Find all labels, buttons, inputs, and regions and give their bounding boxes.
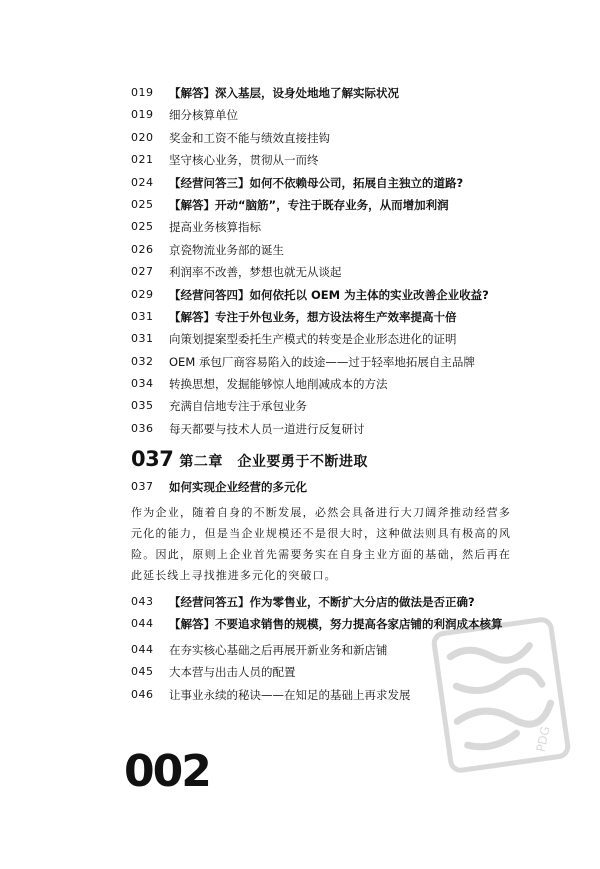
toc-page-number: 026 [131, 242, 154, 256]
toc-entry [131, 376, 531, 398]
toc-entry-title: 奖金和工资不能与绩效直接挂钩 [169, 130, 330, 145]
toc-page-number: 031 [131, 332, 154, 346]
toc-page-number: 031 [131, 309, 154, 323]
toc-entry-title: 坚守核心业务，贯彻从一而终 [169, 153, 319, 168]
toc-entry-title: 【解答】深入基层，设身处地地了解实际状况 [169, 86, 399, 100]
toc-entry-title: 【经营问答三】如何不依赖母公司，拓展自主独立的道路? [169, 175, 464, 190]
toc-entry-title: 让事业永续的秘诀——在知足的基础上再求发展 [169, 687, 411, 702]
toc-page-number: 045 [131, 665, 154, 679]
toc-entry [131, 421, 531, 443]
toc-entry-title: 充满自信地专注于承包业务 [169, 399, 307, 414]
page-number: 002 [124, 746, 210, 797]
toc-page-number: 035 [131, 399, 154, 413]
toc-entry-title: 【解答】不要追求销售的规模，努力提高各家店铺的利润成本核算 [169, 617, 503, 632]
toc-page-number: 036 [131, 421, 154, 435]
toc-entry [131, 309, 531, 331]
toc-entry [131, 130, 531, 152]
toc-page-number: 025 [131, 197, 154, 211]
toc-page-number: 020 [131, 130, 154, 144]
toc-entry-title: 提高业务核算指标 [169, 220, 261, 235]
toc-page-number: 029 [131, 287, 154, 301]
toc-entry [131, 197, 531, 219]
toc-entry [131, 264, 531, 286]
toc-entry-title: 【经营问答五】作为零售业，不断扩大分店的做法是否正确? [169, 594, 475, 609]
toc-entry-title: 大本营与出击人员的配置 [169, 665, 296, 680]
toc-page-number: 027 [131, 265, 154, 279]
toc-entry-title: 在夯实核心基础之后再展开新业务和新店铺 [169, 643, 388, 658]
watermark-label: PDG [533, 725, 553, 754]
chapter-heading [131, 447, 531, 473]
toc-entry-title: 京瓷物流业务部的诞生 [169, 242, 284, 257]
chapter-summary-paragraph: 作为企业，随着自身的不断发展，必然会具备进行大刀阔斧推动经营多元化的能力，但是当企业规模还不是很大时，这种做法则具有极高的风险。因此，原则上企业首先需要务实在自身主业方面的基础，然后再在此延长线上寻找推进多元化的突破口。 [131, 505, 511, 582]
toc-entry [131, 242, 531, 264]
toc-entry-title: 【解答】专注于外包业务，想方设法将生产效率提高十倍 [169, 309, 457, 324]
toc-page-number: 024 [131, 175, 154, 189]
seal-watermark-icon [426, 612, 576, 779]
section-entry [131, 479, 531, 501]
toc-entry [131, 175, 531, 197]
toc-page-number: 043 [131, 594, 154, 608]
chapter-title: 第二章 企业要勇于不断进取 [179, 454, 368, 471]
toc-entry [131, 219, 531, 241]
toc-entry [131, 594, 531, 616]
toc-page-number: 019 [131, 108, 154, 122]
toc-page-number: 034 [131, 377, 154, 391]
chapter-page-number: 037 [131, 447, 174, 472]
toc-page-number: 044 [131, 617, 154, 631]
toc-entry [131, 354, 531, 376]
toc-entry [131, 152, 531, 174]
toc-entry [131, 398, 531, 420]
toc-page-number: 044 [131, 643, 154, 657]
toc-entry-title: 利润率不改善，梦想也就无从谈起 [169, 265, 342, 280]
section-title: 如何实现企业经营的多元化 [169, 480, 307, 495]
toc-page-number: 032 [131, 354, 154, 368]
toc-entry-title: 【解答】开动“脑筋”，专注于既存业务，从而增加利润 [169, 197, 449, 212]
toc-entry-title: 细分核算单位 [169, 108, 238, 123]
toc-page-number: 021 [131, 153, 154, 167]
toc-page-number: 019 [131, 86, 154, 99]
toc-list-before [131, 85, 531, 443]
toc-entry-title: 转换思想，发掘能够惊人地削减成本的方法 [169, 377, 388, 392]
toc-entry [131, 107, 531, 129]
toc-page-number: 046 [131, 687, 154, 701]
toc-entry [131, 331, 531, 353]
toc-entry-title: 每天都要与技术人员一道进行反复研讨 [169, 421, 365, 436]
toc-entry-title: OEM 承包厂商容易陷入的歧途——过于轻率地拓展自主品牌 [169, 354, 475, 369]
toc-entry-title: 向策划提案型委托生产模式的转变是企业形态进化的证明 [169, 332, 457, 347]
toc-page-number: 025 [131, 220, 154, 234]
table-of-contents [131, 85, 531, 709]
toc-entry [131, 287, 531, 309]
section-page-number: 037 [131, 480, 154, 494]
toc-entry [131, 85, 531, 107]
toc-entry-title: 【经营问答四】如何依托以 OEM 为主体的实业改善企业收益? [169, 287, 489, 302]
